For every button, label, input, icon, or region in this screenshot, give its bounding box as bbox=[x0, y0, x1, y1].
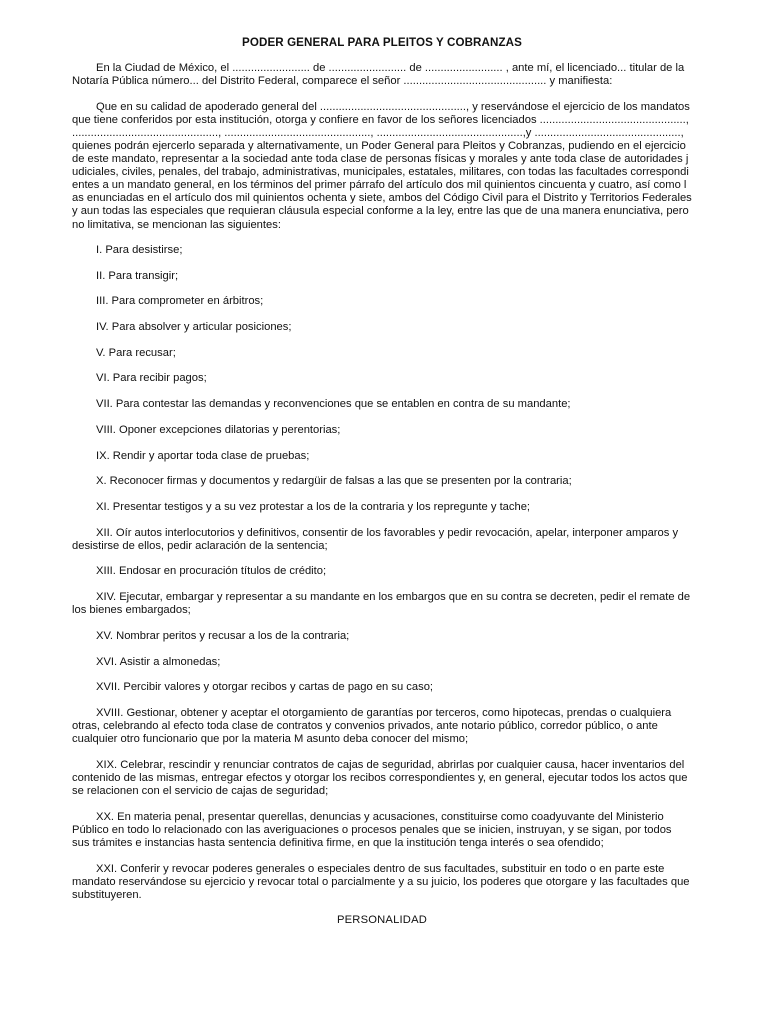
faculty-item: VI. Para recibir pagos; bbox=[96, 372, 207, 385]
faculty-item: III. Para comprometer en árbitros; bbox=[96, 295, 264, 308]
faculty-item: XVII. Percibir valores y otorgar recibos y cartas de pago en su caso; bbox=[96, 681, 434, 694]
intro-paragraph: En la Ciudad de México, el ......................... de ......................... de ......................... , ante mí, el licenciado... titular de la Notaría Pública número... del Distrito Federal, comparece el señor .............................................. y manifiesta: bbox=[72, 62, 685, 88]
faculty-item: IX. Rendir y aportar toda clase de pruebas; bbox=[96, 449, 310, 462]
faculty-item: XVIII. Gestionar, obtener y aceptar el otorgamiento de garantías por terceros, como hipotecas, prendas o cualquiera otras, celebrando al efecto toda clase de contratos y convenios privados, ante notario público, corredor público, o ante cualquier otro funcionario que por la materia M asunto deba conocer del mismo; bbox=[72, 706, 672, 746]
faculty-item: XIX. Celebrar, rescindir y renunciar contratos de cajas de seguridad, abrirlas por cualquier causa, hacer inventarios del contenido de las mismas, entregar efectos y otorgar los recibos correspondientes y, en general, ejecutar todos los actos que se relacionen con el servicio de cajas de seguridad; bbox=[72, 758, 688, 797]
faculty-item: XIII. Endosar en procuración títulos de crédito; bbox=[96, 565, 327, 578]
faculty-item: XIV. Ejecutar, embargar y representar a su mandante en los embargos que en su contra se decreten, pedir el remate de los bienes embargados; bbox=[72, 591, 691, 617]
faculty-item: XVI. Asistir a almonedas; bbox=[96, 655, 221, 668]
faculty-item: XV. Nombrar peritos y recusar a los de la contraria; bbox=[96, 629, 350, 642]
faculty-item: IV. Para absolver y articular posiciones; bbox=[96, 321, 292, 334]
faculty-item: V. Para recusar; bbox=[96, 346, 176, 359]
faculty-item: VII. Para contestar las demandas y reconvenciones que se entablen en contra de su mandante; bbox=[96, 398, 571, 411]
section-heading: PERSONALIDAD bbox=[336, 914, 428, 927]
faculty-item: XII. Oír autos interlocutorios y definitivos, consentir de los favorables y pedir revocación, apelar, interponer amparos y desistirse de ellos, pedir aclaración de la sentencia; bbox=[72, 526, 679, 552]
document-title: PODER GENERAL PARA PLEITOS Y COBRANZAS bbox=[242, 36, 522, 49]
faculty-item: II. Para transigir; bbox=[96, 269, 179, 282]
declaration-paragraph: Que en su calidad de apoderado general del ..............................................., y reservándose el ejercicio de los mandatos que tiene conferidos por esta institución, otorga y confiere en favor de los señores licenciados ..............................................., ..............................................., ..............................................., ...............................................,y ..............................................., quienes podrán ejercerlo separada y alternativamente, un Poder General para Pleitos y Cobranzas, pudiendo en el ejercicio de este mandato, representar a la sociedad ante toda clase de personas físicas y morales y ante toda clase de autoridades judiciales, civiles, penales, del trabajo, administrativas, municipales, estatales, militares, con todas las facultades correspondientes a un mandato general, en los términos del primer párrafo del artículo dos mil quinientos cincuenta y cuatro, así como las enunciadas en el artículo dos mil quinientos ochenta y siete, ambos del Código Civil para el Distrito y Territorios Federales y aun todas las especiales que requieran cláusula especial conforme a la ley, entre las que de una manera enunciativa, pero no limitativa, se mencionan las siguientes: bbox=[72, 100, 692, 231]
faculty-item: VIII. Oponer excepciones dilatorias y perentorias; bbox=[96, 423, 341, 436]
faculty-item: XXI. Conferir y revocar poderes generales o especiales dentro de sus facultades, substituir en todo o en parte este mandato reservándose su ejercicio y revocar total o parcialmente y a su juicio, los poderes que otorgare y las facultades que substituyeren. bbox=[72, 862, 690, 901]
faculty-item: I. Para desistirse; bbox=[96, 244, 183, 256]
faculty-item: XX. En materia penal, presentar querellas, denuncias y acusaciones, constituirse como coadyuvante del Ministerio Público en todo lo relacionado con las averiguaciones o procesos penales que se inicien, instruyan, y se sigan, por todos sus trámites e instancias hasta sentencia definitiva firme, en que la institución tenga interés o sea ofendido; bbox=[72, 810, 672, 849]
faculty-item: X. Reconocer firmas y documentos y redargüir de falsas a las que se presenten por la contraria; bbox=[96, 475, 572, 488]
faculty-item: XI. Presentar testigos y a su vez protestar a los de la contraria y los repregunte y tache; bbox=[96, 500, 531, 513]
